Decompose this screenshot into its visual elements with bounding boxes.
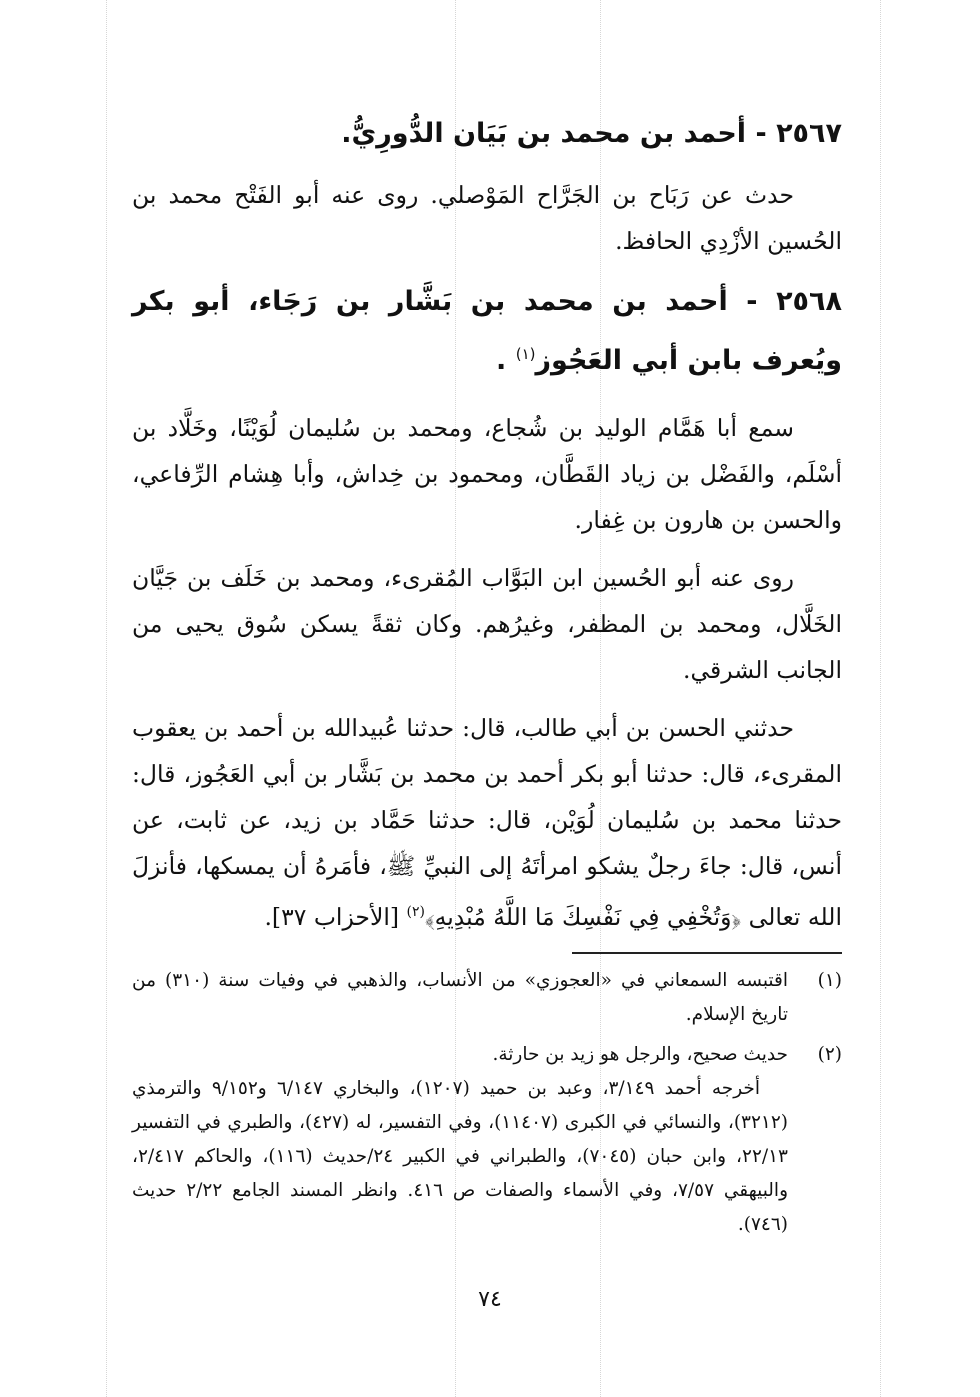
footnote-text: اقتبسه السمعاني في «العجوزي» من الأنساب، والذهبي في وفيات سنة (٣١٠) من تاريخ الإسلام.: [132, 969, 788, 1025]
footnote-2: [132, 1038, 842, 1072]
entry-paragraph-2568-teachers: سمع أبا هَمَّام الوليد بن شُجاع، ومحمد بن سُليمان لُوَيْنًا، وخَلَّاد بن أسْلَم، والفَضْل بن زياد القَطَّان، ومحمود بن خِداش، وأبا هِشام الرِّفاعي، والحسن بن هارون بن غِفار.: [132, 414, 842, 534]
footnote-divider: [572, 952, 842, 954]
footnote-1: [132, 964, 842, 1032]
footnote-text: حديث صحيح، والرجل هو زيد بن حارثة.: [492, 1043, 788, 1065]
entry-paragraph-2567: حدث عن رَبَاح بن الجَرَّاح المَوْصلي. روى عنه أبو الفَتْح محمد بن الحُسين الأزْدِي الحافظ.: [132, 181, 842, 255]
footnote-marker: (٢): [406, 904, 425, 920]
quran-reference: [الأحزاب ٣٧].: [264, 902, 407, 931]
entry-heading-2567: ٢٥٦٧ - أحمد بن محمد بن بَيَان الدُّورِيُّ.: [341, 118, 842, 149]
entry-heading-2568-end: .: [496, 345, 507, 376]
footnote-2-continuation: [132, 1072, 842, 1242]
entry-heading-2568: [132, 276, 842, 387]
entry-paragraph-2568-hadith: [132, 705, 842, 940]
footnote-number: (٢): [817, 1043, 842, 1065]
page-number: ٧٤: [478, 1287, 502, 1312]
entry-paragraph-2568-students: روى عنه أبو الحُسين ابن البَوَّاب المُقرىء، ومحمد بن خَلَف بن جَيَّان الخَلَّال، ومحمد بن المظفر، وغيرُهم. وكان ثقةً يسكن سُوق يحيى من الجانب الشرقي.: [132, 564, 842, 684]
footnote-number: (١): [817, 969, 842, 991]
footnote-marker: (١): [515, 345, 536, 363]
footnote-sources: أخرجه أحمد ٣/١٤٩، وعبد بن حميد (١٢٠٧)، والبخاري ٦/١٤٧ و٩/١٥٢ والترمذي (٣٢١٢)، والنسائي في الكبرى (١١٤٠٧)، وفي التفسير، له (٤٢٧)، والطبري في التفسير ٢٢/١٣، وابن حبان (٧٠٤٥)، والطبراني في الكبير ٢٤/حديث (١١٦)، والحاكم ٢/٤١٧، والبيهقي ٧/٥٧، وفي الأسماء والصفات ص ٤١٦. وانظر المسند الجامع ٢/٢٢ حديث (٧٤٦).: [132, 1077, 789, 1235]
page-body: [132, 108, 842, 1242]
entry-heading-2568-text: ٢٥٦٨ - أحمد بن محمد بن بَشَّار بن رَجَاء، أبو بكر ويُعرف بابن أبي العَجُوز: [132, 286, 842, 376]
hadith-text: حدثني الحسن بن أبي طالب، قال: حدثنا عُبيدالله بن أحمد بن يعقوب المقرىء، قال: حدثنا أبو بكر أحمد بن محمد بن بَشَّار بن أبي العَجُوز، قال: حدثنا محمد بن سُليمان لُوَيْن، قال: حدثنا حَمَّاد بن زيد، عن ثابت، عن أنس، قال: جاءَ رجلٌ يشكو امرأتَهُ إلى النبيِّ ﷺ، فأمَرهُ أن يمسكها، فأنزلَ الله تعالى ﴿وَتُخْفِي فِي نَفْسِكَ مَا اللَّهُ مُبْدِيهِ﴾: [132, 714, 842, 931]
